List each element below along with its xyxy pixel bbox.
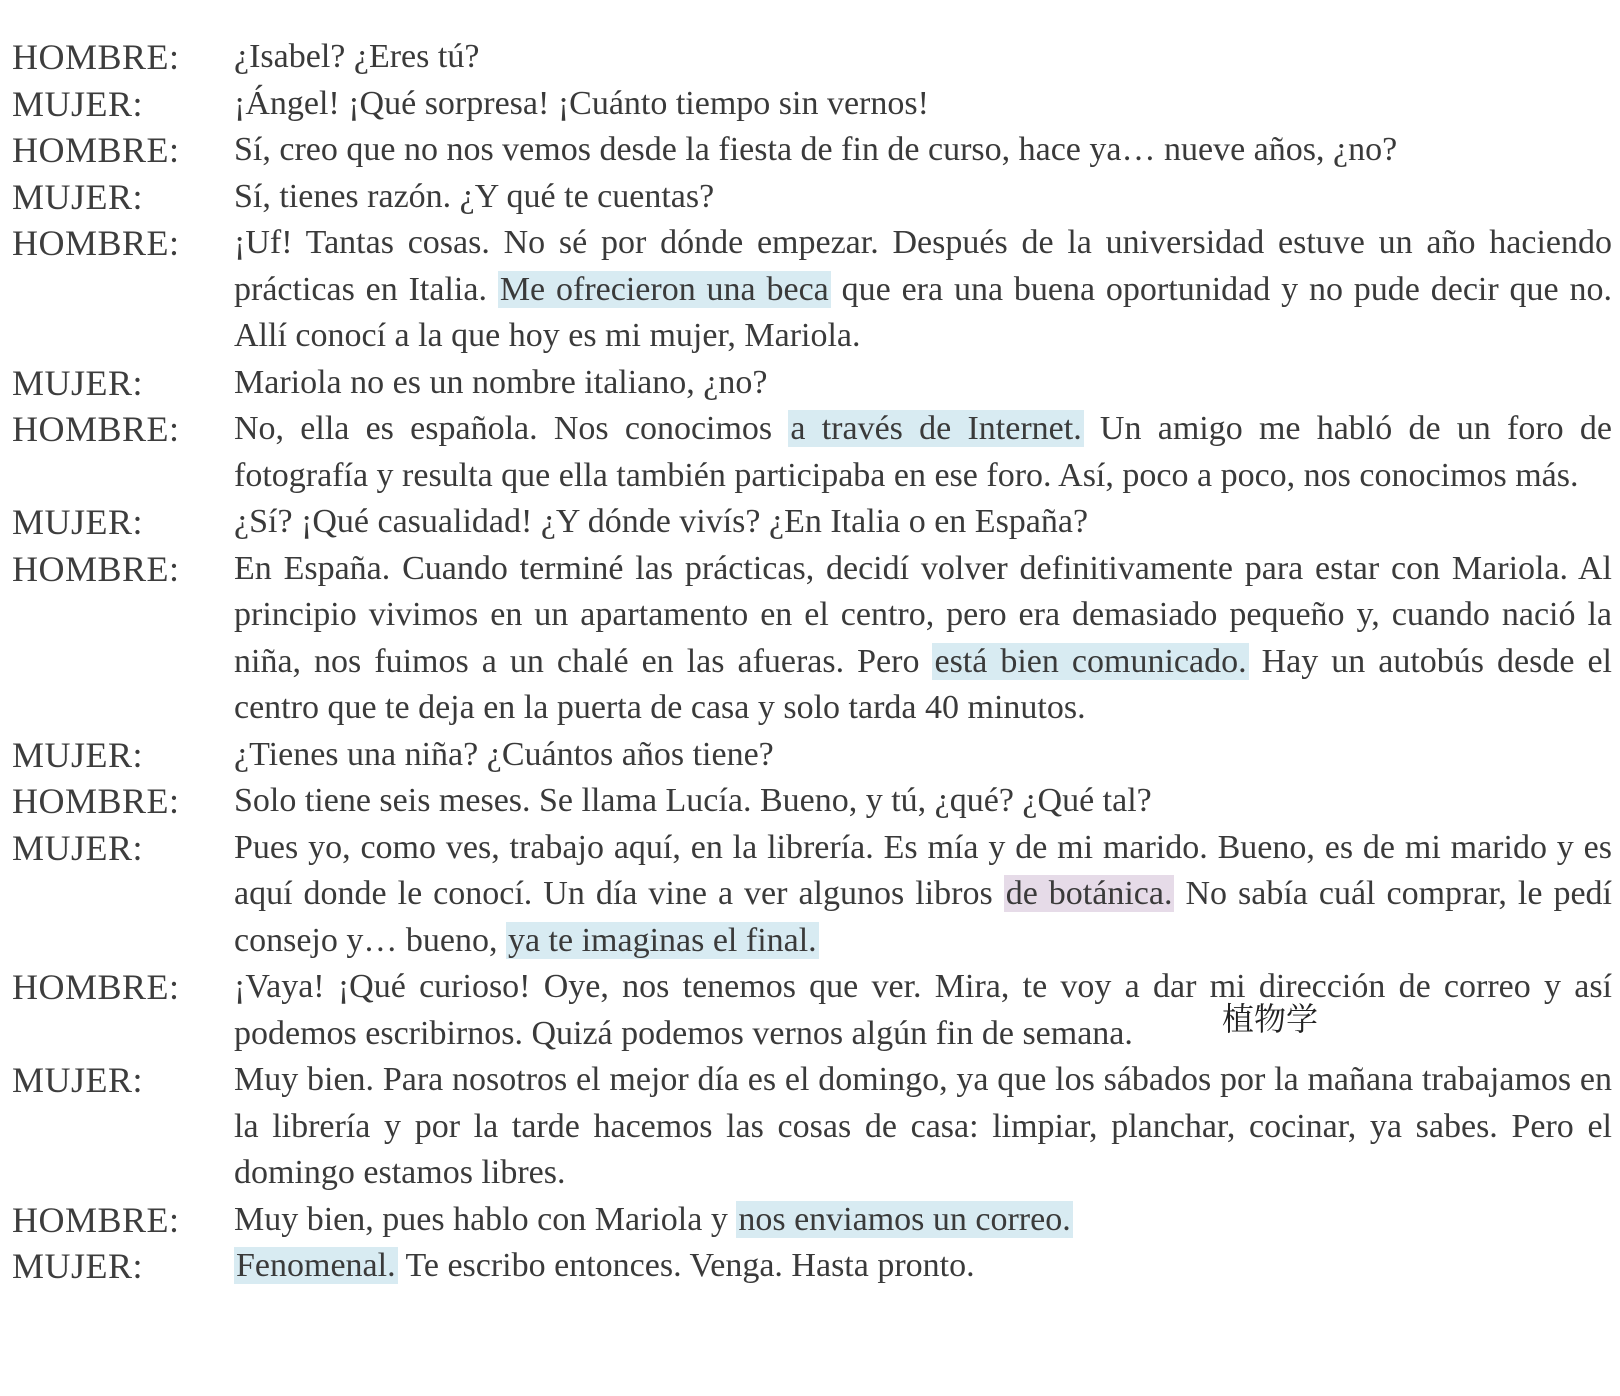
text-segment: ¿Isabel? ¿Eres tú? bbox=[234, 38, 480, 75]
highlighted-phrase: Fenomenal. bbox=[236, 1247, 396, 1284]
dialogue-line bbox=[12, 360, 1612, 407]
text-segment: Muy bien, pues hablo con Mariola y bbox=[234, 1200, 737, 1238]
dialogue-line bbox=[12, 825, 1612, 965]
text-segment: No, ella es española. Nos conocimos bbox=[234, 410, 789, 447]
text-segment: Un amigo me habló de un foro de fotografía y resulta que ella también participaba en ese foro. Así, poco a poco, nos conocimos más. bbox=[234, 410, 1613, 494]
dialogue-text bbox=[234, 499, 1612, 546]
dialogue-line bbox=[12, 174, 1612, 221]
dialogue-line bbox=[12, 81, 1612, 128]
dialogue-line bbox=[12, 499, 1612, 546]
text-segment: Sí, creo que no nos vemos desde la fiesta de fin de curso, hace ya… nueve años, ¿no? bbox=[234, 131, 1398, 168]
speaker-label: HOMBRE: bbox=[12, 967, 180, 1007]
highlighted-phrase: ya te imaginas el final. bbox=[507, 921, 817, 959]
dialogue-text bbox=[234, 220, 1612, 360]
dialogue-line bbox=[12, 1197, 1612, 1244]
dialogue-line bbox=[12, 1057, 1612, 1197]
text-segment: Muy bien. Para nosotros el mejor día es el domingo, ya que los sábados por la mañana trabajamos en la librería y por la tarde hacemos las cosas de casa: limpiar, planchar, cocinar, ya sabes. Pero el domingo estamos libres. bbox=[234, 1061, 1612, 1191]
text-segment: ¿Tienes una niña? ¿Cuántos años tiene? bbox=[234, 735, 774, 773]
dialogue-text bbox=[234, 406, 1612, 499]
handwritten-annotation: 植物学 bbox=[1222, 1000, 1319, 1038]
speaker-label: HOMBRE: bbox=[12, 37, 180, 77]
text-segment: En España. Cuando terminé las prácticas, decidí volver definitivamente para estar con Mariola. Al principio vivimos en un apartamento en el centro, pero era demasiado pequeño y, cuando nació la niña, nos fuimos a un chalé en las afueras. Pero bbox=[234, 549, 1612, 680]
dialogue-text bbox=[234, 964, 1612, 1057]
highlighted-phrase: nos enviamos un correo. bbox=[738, 1200, 1071, 1238]
dialogue-text bbox=[234, 732, 1612, 779]
speaker-label: HOMBRE: bbox=[12, 1199, 180, 1240]
speaker-label: MUJER: bbox=[12, 83, 144, 124]
text-segment: ¡Ángel! ¡Qué sorpresa! ¡Cuánto tiempo sin vernos! bbox=[234, 84, 929, 122]
text-segment: ¡Uf! Tantas cosas. No sé por dónde empezar. Después de la universidad estuve un año haciendo prácticas en Italia. bbox=[234, 224, 1612, 308]
dialogue-text bbox=[234, 825, 1612, 965]
speaker-label: MUJER: bbox=[12, 1246, 144, 1286]
dialogue-line bbox=[12, 546, 1612, 732]
dialogue-line bbox=[12, 1243, 1612, 1290]
text-segment: ¿Sí? ¡Qué casualidad! ¿Y dónde vivís? ¿En Italia o en España? bbox=[234, 503, 1089, 540]
dialogue-text bbox=[234, 127, 1612, 174]
text-segment: Sí, tienes razón. ¿Y qué te cuentas? bbox=[234, 177, 715, 215]
dialogue-text bbox=[234, 174, 1612, 221]
text-segment: Pues yo, como ves, trabajo aquí, en la librería. Es mía y de mi marido. Bueno, es de mi marido y es aquí donde le conocí. Un día vine a ver algunos libros bbox=[234, 828, 1612, 912]
dialogue-text bbox=[234, 1057, 1612, 1197]
text-segment: Mariola no es un nombre italiano, ¿no? bbox=[234, 363, 768, 401]
text-segment: Te escribo entonces. Venga. Hasta pronto. bbox=[397, 1247, 975, 1284]
dialogue-transcript bbox=[12, 34, 1612, 1290]
speaker-label: HOMBRE: bbox=[12, 548, 180, 589]
dialogue-line bbox=[12, 732, 1612, 779]
dialogue-text bbox=[234, 778, 1612, 825]
dialogue-line bbox=[12, 220, 1612, 360]
highlighted-phrase: a través de Internet. bbox=[790, 410, 1082, 447]
dialogue-text bbox=[234, 1243, 1612, 1290]
dialogue-line bbox=[12, 127, 1612, 174]
highlighted-phrase: Me ofrecieron una beca bbox=[499, 270, 829, 308]
dialogue-line bbox=[12, 34, 1612, 81]
speaker-label: MUJER: bbox=[12, 827, 144, 868]
text-segment: ¡Vaya! ¡Qué curioso! Oye, nos tenemos que ver. Mira, te voy a dar mi dirección de correo y así podemos escribirnos. Quizá podemos vernos algún fin de semana. bbox=[234, 968, 1612, 1052]
dialogue-text bbox=[234, 34, 1612, 81]
dialogue-text bbox=[234, 546, 1612, 732]
speaker-label: MUJER: bbox=[12, 734, 144, 775]
text-segment: Hay un autobús desde el centro que te deja en la puerta de casa y solo tarda 40 minutos. bbox=[234, 642, 1613, 726]
dialogue-line bbox=[12, 964, 1612, 1057]
dialogue-line bbox=[12, 406, 1612, 499]
speaker-label: MUJER: bbox=[12, 502, 144, 542]
dialogue-text bbox=[234, 81, 1612, 128]
speaker-label: HOMBRE: bbox=[12, 781, 180, 821]
speaker-label: HOMBRE: bbox=[12, 409, 180, 449]
speaker-label: HOMBRE: bbox=[12, 130, 180, 170]
dialogue-line bbox=[12, 778, 1612, 825]
speaker-label: MUJER: bbox=[12, 1060, 144, 1100]
speaker-label: MUJER: bbox=[12, 362, 144, 403]
text-segment: No sabía cuál comprar, le pedí consejo y… bueno, bbox=[234, 875, 1613, 959]
highlighted-phrase: está bien comunicado. bbox=[934, 642, 1247, 680]
speaker-label: HOMBRE: bbox=[12, 223, 180, 263]
highlighted-phrase-purple: de botánica. bbox=[1005, 875, 1173, 912]
dialogue-text bbox=[234, 1197, 1612, 1244]
text-segment: Solo tiene seis meses. Se llama Lucía. Bueno, y tú, ¿qué? ¿Qué tal? bbox=[234, 782, 1152, 819]
dialogue-text bbox=[234, 360, 1612, 407]
text-segment: que era una buena oportunidad y no pude decir que no. Allí conocí a la que hoy es mi mujer, Mariola. bbox=[234, 270, 1613, 354]
speaker-label: MUJER: bbox=[12, 176, 144, 217]
